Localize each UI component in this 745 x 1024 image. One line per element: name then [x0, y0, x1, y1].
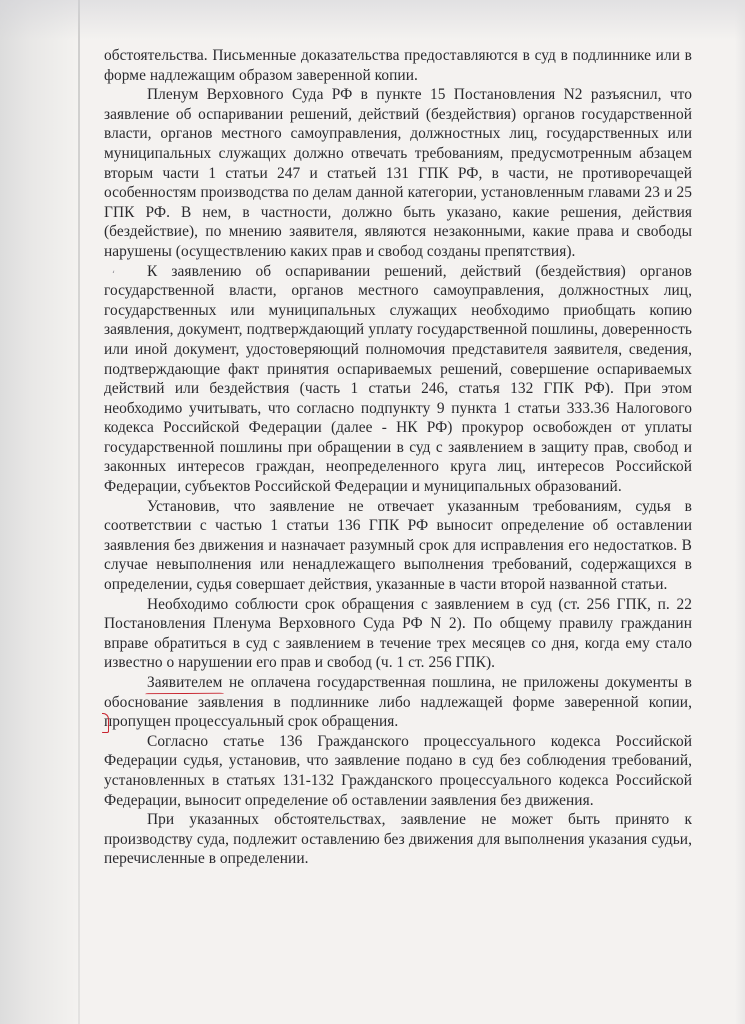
paragraph-3: К заявлению об оспаривании решений, действий (бездействия) органов государственной власти, органов местного самоуправления, должностных лиц, государственных или муниципальных служащих необходимо приобщать копию заявления, документ, подтверждающий уплату государственной пошлины, доверенность или иной документ, удостоверяющий полномочия представителя заявителя, сведения, подтверждающие факт принятия оспариваемых решений, совершение оспариваемых действий или бездействия (часть 1 статьи 246, статья 132 ГПК РФ). При этом необходимо учитывать, что согласно подпункту 9 пункта 1 статьи 333.36 Налогового кодекса Российской Федерации (далее - НК РФ) прокурор освобожден от уплаты государственной пошлины при обращении в суд с заявлением в защиту прав, свобод и законных интересов граждан, неопределенного круга лиц, интересов Российской Федерации, субъектов Российской Федерации и муниципальных образований. — [104, 262, 692, 496]
highlighted-paragraph-middle: не оплачена государственная пошлина, не приложены документы в обоснование заявления в подлиннике либо надлежащей форме заверенной копии, — [104, 674, 692, 711]
margin-tick-mark: ʻ — [112, 270, 116, 281]
document-page — [104, 46, 692, 869]
scan-right-shadow — [735, 0, 745, 1024]
paragraph-5: Необходимо соблюсти срок обращения с заявлением в суд (ст. 256 ГПК, п. 22 Постановления Пленума Верховного Суда РФ N 2). По общему правилу гражданин вправе обратиться в суд с заявлением в течение трех месяцев со дня, когда ему стало известно о нарушении его прав и свобод (ч. 1 ст. 256 ГПК). — [104, 595, 692, 672]
scan-fold-line — [78, 0, 80, 1024]
scan-top-shadow — [0, 0, 745, 40]
underlined-phrase: пропущен процессуальный срок обращения. — [104, 713, 399, 731]
scan-left-shadow — [0, 0, 80, 1024]
paragraph-4: Установив, что заявление не отвечает указанным требованиям, судья в соответствии с частью 1 статьи 136 ГПК РФ выносит определение об оставлении заявления без движения и назначает разумный срок для исправления его недостатков. В случае невыполнения или ненадлежащего выполнения требований, содержащихся в определении, судья совершает действия, указанные в части второй названной статьи. — [104, 497, 692, 594]
paragraph-1: обстоятельства. Письменные доказательства предоставляются в суд в подлиннике или в форме надлежащим образом заверенной копии. — [104, 47, 692, 84]
underlined-word: Заявителем — [147, 674, 223, 691]
paragraph-7: Согласно статье 136 Гражданского процессуального кодекса Российской Федерации судья, установив, что заявление подано в суд без соблюдения требований, установленных в статьях 131-132 Гражданского процессуального кодекса Российской Федерации, выносит определение об оставлении заявления без движения. — [104, 732, 692, 809]
paragraph-highlighted — [104, 673, 692, 732]
paragraph-2: Пленум Верховного Суда РФ в пункте 15 Постановления N2 разъяснил, что заявление об оспаривании решений, действий (бездействия) органов государственной власти, органов местного самоуправления, должностных лиц, государственных или муниципальных служащих должно отвечать требованиям, предусмотренным абзацем вторым части 1 статьи 247 и статьей 131 ГПК РФ, в части, не противоречащей особенностям производства по делам данной категории, установленным главами 23 и 25 ГПК РФ. В нем, в частности, должно быть указано, какие решения, действия (бездействие), по мнению заявителя, являются незаконными, какие права и свободы нарушены (осуществлению каких прав и свобод созданы препятствия). — [104, 86, 692, 260]
paragraph-8: При указанных обстоятельствах, заявление не может быть принято к производству суда, подлежит оставлению без движения для выполнения указания судьи, перечисленные в определении. — [104, 811, 692, 868]
